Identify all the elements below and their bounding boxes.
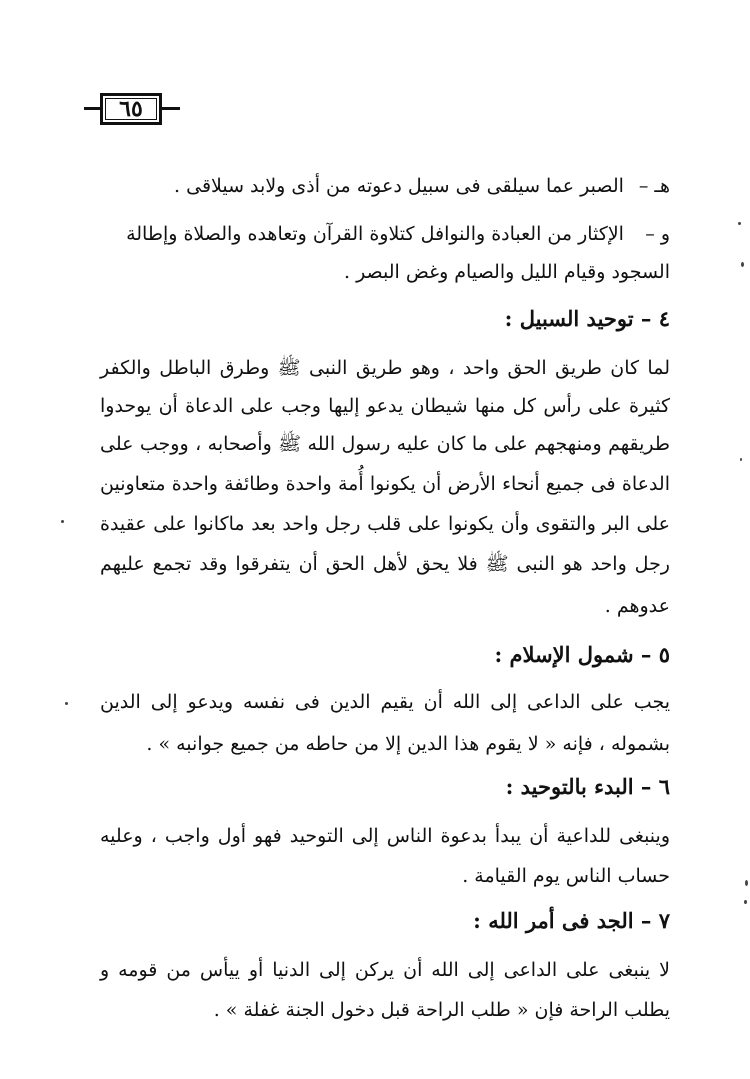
paragraph-line: حساب الناس يوم القيامة .: [462, 865, 670, 887]
paragraph-line: طريقهم ومنهجهم على ما كان عليه رسول الله ﷺ وأصحابه ، ووجب على: [100, 433, 670, 455]
list-item-label: هـ –: [638, 175, 670, 197]
page-number: ٦٥: [119, 96, 143, 122]
page-number-rule-left: [84, 107, 100, 110]
scan-speck: [740, 458, 742, 461]
paragraph-line: لما كان طريق الحق واحد ، وهو طريق النبى ﷺ وطرق الباطل والكفر: [100, 357, 670, 379]
paragraph-line: لا ينبغى على الداعى إلى الله أن يركن إلى الدنيا أو ييأس من قومه و: [100, 959, 670, 981]
scan-speck: [65, 702, 68, 705]
list-item-ha: [100, 172, 670, 200]
section-heading-6: ٦ – البدء بالتوحيد :: [505, 774, 670, 799]
scan-speck: [738, 222, 741, 225]
paragraph-line: رجل واحد هو النبى ﷺ فلا يحق لأهل الحق أن يتفرقوا وقد تجمع عليهم: [100, 553, 670, 575]
section-heading-4: ٤ – توحيد السبيل :: [504, 306, 670, 331]
list-item-waw: [100, 220, 670, 248]
paragraph-line: على البر والتقوى وأن يكونوا على قلب رجل واحد بعد ماكانوا على عقيدة: [100, 513, 670, 535]
scan-speck: [61, 520, 64, 523]
list-item-text: الصبر عما سيلقى فى سبيل دعوته من أذى ولابد سيلاقى .: [174, 175, 624, 197]
section-heading-5: ٥ – شمول الإسلام :: [494, 642, 670, 667]
scan-speck: [741, 262, 744, 267]
list-item-continuation: السجود وقيام الليل والصيام وغض البصر .: [343, 261, 670, 283]
section-heading-7: ٧ – الجد فى أمر الله :: [473, 908, 670, 933]
list-item-label: و –: [645, 223, 670, 245]
scan-speck: [745, 880, 748, 886]
page-number-box: [84, 90, 180, 130]
paragraph-line: وينبغى للداعية أن يبدأ بدعوة الناس إلى التوحيد فهو أول واجب ، وعليه: [100, 825, 670, 847]
page-number-rule-right: [162, 107, 180, 110]
paragraph-line: عدوهم .: [604, 595, 670, 617]
list-item-text: الإكثار من العبادة والنوافل كتلاوة القرآن وتعاهده والصلاة وإطالة: [126, 223, 624, 245]
paragraph-line: يطلب الراحة فإن « طلب الراحة قبل دخول الجنة غفلة » .: [213, 999, 670, 1021]
scan-speck: [744, 900, 747, 904]
paragraph-line: يجب على الداعى إلى الله أن يقيم الدين فى نفسه ويدعو إلى الدين: [100, 691, 670, 713]
paragraph-line: الدعاة فى جميع أنحاء الأرض أن يكونوا أُمة واحدة وطائفة واحدة متعاونين: [100, 473, 670, 495]
paragraph-line: كثيرة على رأس كل منها شيطان يدعو إليها وجب على الدعاة أن يوحدوا: [100, 395, 670, 417]
paragraph-line: بشموله ، فإنه « لا يقوم هذا الدين إلا من حاطه من جميع جوانبه » .: [146, 733, 670, 755]
